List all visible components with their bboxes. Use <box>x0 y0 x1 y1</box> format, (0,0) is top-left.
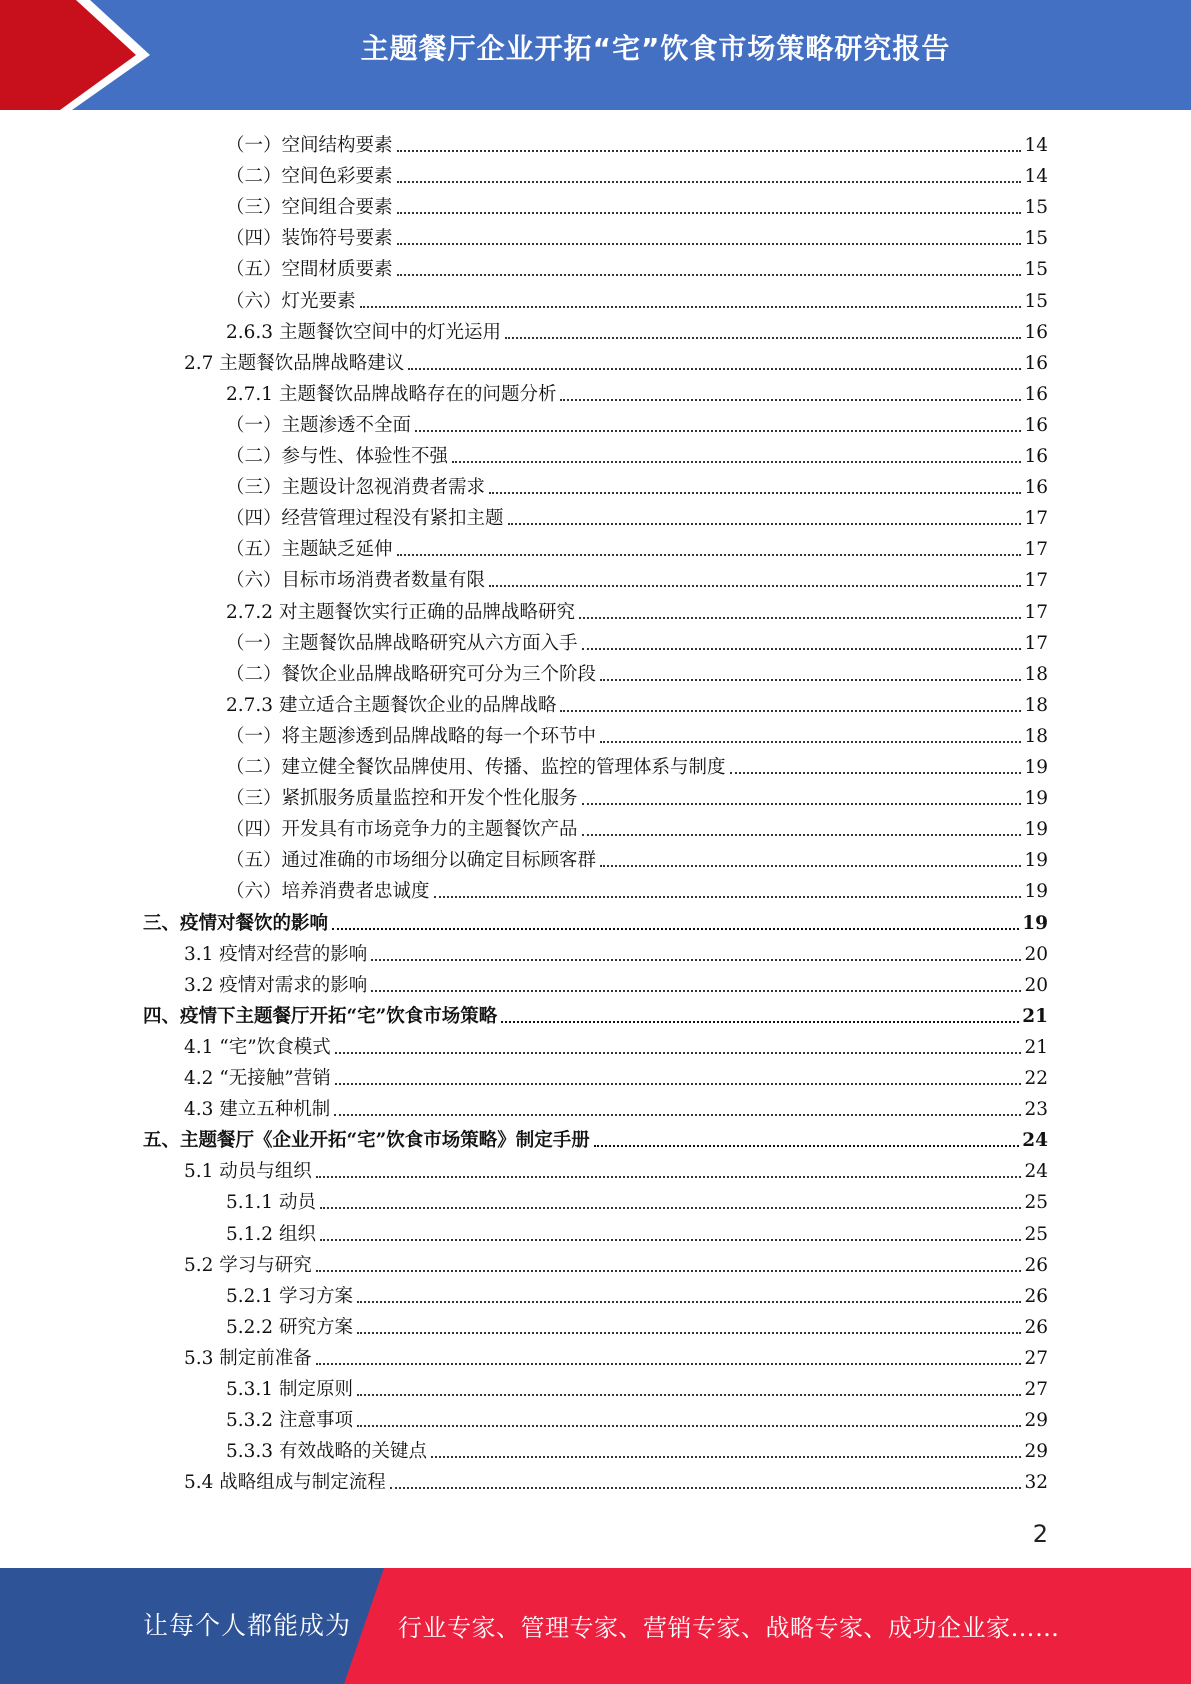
toc-entry-page: 25 <box>1024 1192 1048 1213</box>
toc-entry-title: 5.1.2 组织 <box>226 1224 316 1245</box>
toc-entry[interactable] <box>226 656 1048 686</box>
toc-entry[interactable] <box>184 1340 1048 1370</box>
toc-entry[interactable] <box>226 314 1048 344</box>
toc-leader-dots <box>357 1394 1022 1396</box>
toc-entry-page: 27 <box>1024 1348 1048 1369</box>
toc-entry-page: 21 <box>1022 1006 1048 1027</box>
toc-entry[interactable] <box>226 718 1048 748</box>
toc-entry[interactable] <box>226 469 1048 499</box>
toc-entry-title: （三）主题设计忽视消费者需求 <box>226 477 486 498</box>
toc-entry[interactable] <box>226 251 1048 281</box>
toc-entry[interactable] <box>226 1371 1048 1401</box>
toc-entry[interactable] <box>226 158 1048 188</box>
toc-leader-dots <box>316 1270 1022 1272</box>
toc-entry[interactable] <box>226 531 1048 561</box>
toc-entry-page: 16 <box>1024 384 1048 405</box>
toc-leader-dots <box>316 1176 1022 1178</box>
toc-entry[interactable] <box>184 1060 1048 1090</box>
toc-leader-dots <box>501 1021 1019 1023</box>
toc-entry-title: 2.7.2 对主题餐饮实行正确的品牌战略研究 <box>226 602 575 623</box>
toc-entry-title: （五）空間材质要素 <box>226 259 393 280</box>
toc-entry[interactable] <box>226 842 1048 872</box>
toc-entry-title: （一）主题餐饮品牌战略研究从六方面入手 <box>226 633 578 654</box>
toc-entry-page: 15 <box>1024 291 1048 312</box>
toc-leader-dots <box>489 492 1021 494</box>
toc-leader-dots <box>335 1052 1022 1054</box>
toc-leader-dots <box>397 554 1022 556</box>
page-header <box>0 0 1191 110</box>
toc-leader-dots <box>316 1363 1022 1365</box>
toc-entry-title: （一）将主题渗透到品牌战略的每一个环节中 <box>226 726 597 747</box>
toc-entry[interactable] <box>184 1153 1048 1183</box>
toc-entry-title: （二）建立健全餐饮品牌使用、传播、监控的管理体系与制度 <box>226 757 726 778</box>
toc-entry-page: 15 <box>1024 259 1048 280</box>
toc-entry[interactable] <box>226 283 1048 313</box>
toc-entry-page: 15 <box>1024 197 1048 218</box>
toc-leader-dots <box>357 1332 1022 1334</box>
toc-entry[interactable] <box>226 780 1048 810</box>
toc-entry-title: 4.2 “无接触”营销 <box>184 1068 331 1089</box>
toc-entry[interactable] <box>226 1402 1048 1432</box>
toc-entry-title: （二）空间色彩要素 <box>226 166 393 187</box>
toc-entry-page: 18 <box>1024 726 1048 747</box>
footer-slogan: 让每个人都能成为 <box>143 1611 352 1640</box>
toc-leader-dots <box>320 1239 1022 1241</box>
toc-entry-title: （六）目标市场消费者数量有限 <box>226 570 486 591</box>
page-number: 2 <box>1032 1520 1048 1548</box>
toc-entry[interactable] <box>184 967 1048 997</box>
toc-entry[interactable] <box>226 127 1048 157</box>
toc-leader-dots <box>508 523 1022 525</box>
toc-leader-dots <box>434 896 1022 898</box>
toc-entry-title: 2.6.3 主题餐饮空间中的灯光运用 <box>226 322 501 343</box>
toc-entry[interactable] <box>184 936 1048 966</box>
toc-entry-title: （六）培养消费者忠诚度 <box>226 881 430 902</box>
toc-entry[interactable] <box>184 1247 1048 1277</box>
toc-entry-page: 16 <box>1024 477 1048 498</box>
toc-entry-page: 20 <box>1024 975 1048 996</box>
toc-entry-title: 5.2.2 研究方案 <box>226 1317 353 1338</box>
toc-entry-title: 5.3.3 有效战略的关键点 <box>226 1441 427 1462</box>
toc-leader-dots <box>579 617 1021 619</box>
toc-entry-page: 19 <box>1022 913 1048 934</box>
toc-entry[interactable] <box>226 438 1048 468</box>
toc-entry[interactable] <box>184 1464 1048 1494</box>
toc-leader-dots <box>371 959 1021 961</box>
toc-entry-title: 2.7.3 建立适合主题餐饮企业的品牌战略 <box>226 695 557 716</box>
toc-leader-dots <box>357 1425 1022 1427</box>
toc-entry-page: 19 <box>1024 757 1048 778</box>
toc-leader-dots <box>489 585 1021 587</box>
toc-leader-dots <box>415 430 1021 432</box>
toc-entry-title: （五）主题缺乏延伸 <box>226 539 393 560</box>
toc-entry-title: （五）通过准确的市场细分以确定目标顾客群 <box>226 850 597 871</box>
toc-entry-title: 3.2 疫情对需求的影响 <box>184 975 368 996</box>
toc-entry-page: 14 <box>1024 166 1048 187</box>
toc-leader-dots <box>357 1301 1022 1303</box>
toc-entry-page: 23 <box>1024 1099 1048 1120</box>
toc-entry-page: 18 <box>1024 664 1048 685</box>
toc-entry[interactable] <box>226 376 1048 406</box>
toc-leader-dots <box>600 679 1021 681</box>
toc-entry[interactable] <box>226 1278 1048 1308</box>
toc-leader-dots <box>397 181 1022 183</box>
toc-entry-title: （三）紧抓服务质量监控和开发个性化服务 <box>226 788 578 809</box>
toc-entry[interactable] <box>184 1091 1048 1121</box>
toc-entry[interactable] <box>143 905 1048 935</box>
toc-entry-page: 17 <box>1024 508 1048 529</box>
toc-entry[interactable] <box>226 811 1048 841</box>
toc-leader-dots <box>560 399 1021 401</box>
toc-entry-title: 4.1 “宅”饮食模式 <box>184 1037 331 1058</box>
toc-entry-title: （三）空间组合要素 <box>226 197 393 218</box>
toc-entry[interactable] <box>226 220 1048 250</box>
toc-entry-title: 2.7 主题餐饮品牌战略建议 <box>184 353 405 374</box>
toc-leader-dots <box>600 865 1021 867</box>
toc-entry-title: 5.3.2 注意事项 <box>226 1410 353 1431</box>
footer-tagline: 行业专家、管理专家、营销专家、战略专家、成功企业家…… <box>398 1614 1060 1642</box>
toc-entry-page: 18 <box>1024 695 1048 716</box>
toc-entry-page: 27 <box>1024 1379 1048 1400</box>
toc-entry[interactable] <box>226 749 1048 779</box>
toc-leader-dots <box>408 368 1021 370</box>
toc-leader-dots <box>335 1083 1022 1085</box>
toc-leader-dots <box>582 648 1022 650</box>
toc-entry-page: 14 <box>1024 135 1048 156</box>
toc-entry-title: 三、疫情对餐饮的影响 <box>143 913 329 934</box>
toc-leader-dots <box>594 1145 1019 1147</box>
toc-leader-dots <box>390 1487 1022 1489</box>
toc-entry-page: 17 <box>1024 570 1048 591</box>
toc-leader-dots <box>360 306 1022 308</box>
toc-leader-dots <box>452 461 1021 463</box>
toc-entry[interactable] <box>226 407 1048 437</box>
toc-entry-title: （四）经营管理过程没有紧扣主题 <box>226 508 504 529</box>
toc-entry[interactable] <box>226 1309 1048 1339</box>
toc-entry-title: （一）主题渗透不全面 <box>226 415 412 436</box>
toc-leader-dots <box>582 834 1022 836</box>
toc-entry-page: 21 <box>1024 1037 1048 1058</box>
toc-entry[interactable] <box>226 687 1048 717</box>
toc-entry[interactable] <box>226 189 1048 219</box>
toc-leader-dots <box>431 1456 1021 1458</box>
toc-entry[interactable] <box>184 1029 1048 1059</box>
toc-entry[interactable] <box>226 1184 1048 1214</box>
toc-entry-title: 5.1.1 动员 <box>226 1192 316 1213</box>
toc-entry[interactable] <box>226 500 1048 530</box>
toc-leader-dots <box>371 990 1021 992</box>
toc-entry-page: 15 <box>1024 228 1048 249</box>
toc-leader-dots <box>320 1207 1022 1209</box>
toc-entry-title: 5.1 动员与组织 <box>184 1161 312 1182</box>
toc-entry[interactable] <box>226 873 1048 903</box>
toc-leader-dots <box>397 274 1022 276</box>
toc-entry-page: 19 <box>1024 850 1048 871</box>
toc-leader-dots <box>582 803 1022 805</box>
toc-leader-dots <box>397 150 1022 152</box>
toc-entry-page: 24 <box>1024 1161 1048 1182</box>
toc-leader-dots <box>730 772 1022 774</box>
toc-entry[interactable] <box>226 1216 1048 1246</box>
toc-leader-dots <box>560 710 1021 712</box>
toc-entry-page: 20 <box>1024 944 1048 965</box>
toc-entry-page: 26 <box>1024 1286 1048 1307</box>
toc-entry-title: 5.4 战略组成与制定流程 <box>184 1472 386 1493</box>
toc-entry-page: 17 <box>1024 539 1048 560</box>
toc-entry-page: 26 <box>1024 1317 1048 1338</box>
toc-entry[interactable] <box>226 594 1048 624</box>
toc-entry-title: 5.2.1 学习方案 <box>226 1286 353 1307</box>
toc-entry-page: 32 <box>1024 1472 1048 1493</box>
toc-leader-dots <box>397 243 1022 245</box>
toc-entry-title: 2.7.1 主题餐饮品牌战略存在的问题分析 <box>226 384 557 405</box>
toc-entry-title: （六）灯光要素 <box>226 291 356 312</box>
toc-entry-title: 四、疫情下主题餐厅开拓“宅”饮食市场策略 <box>143 1006 498 1027</box>
toc-leader-dots <box>505 337 1021 339</box>
toc-entry-page: 24 <box>1022 1130 1048 1151</box>
toc-entry[interactable] <box>226 625 1048 655</box>
toc-entry-title: （一）空间结构要素 <box>226 135 393 156</box>
toc-entry-title: 5.3.1 制定原则 <box>226 1379 353 1400</box>
toc-entry[interactable] <box>143 998 1048 1028</box>
toc-entry-page: 17 <box>1024 602 1048 623</box>
toc-entry[interactable] <box>226 1433 1048 1463</box>
toc-entry-page: 16 <box>1024 415 1048 436</box>
toc-leader-dots <box>600 741 1021 743</box>
toc-leader-dots <box>397 212 1022 214</box>
toc-entry-page: 25 <box>1024 1224 1048 1245</box>
toc-entry-page: 26 <box>1024 1255 1048 1276</box>
toc-entry-page: 16 <box>1024 353 1048 374</box>
toc-entry-title: 4.3 建立五种机制 <box>184 1099 331 1120</box>
toc-entry-title: 5.3 制定前准备 <box>184 1348 312 1369</box>
toc-entry-page: 17 <box>1024 633 1048 654</box>
toc-entry-page: 16 <box>1024 322 1048 343</box>
toc-entry-page: 19 <box>1024 819 1048 840</box>
toc-entry-page: 19 <box>1024 881 1048 902</box>
toc-entry-page: 29 <box>1024 1410 1048 1431</box>
toc-entry-page: 16 <box>1024 446 1048 467</box>
toc-leader-dots <box>334 1114 1021 1116</box>
toc-leader-dots <box>332 928 1019 930</box>
toc-entry-title: （四）开发具有市场竞争力的主题餐饮产品 <box>226 819 578 840</box>
toc-entry-title: （二）参与性、体验性不强 <box>226 446 449 467</box>
toc-entry-page: 29 <box>1024 1441 1048 1462</box>
toc-entry-title: 3.1 疫情对经营的影响 <box>184 944 368 965</box>
toc-entry-title: 五、主题餐厅《企业开拓“宅”饮食市场策略》制定手册 <box>143 1130 590 1151</box>
toc-entry[interactable] <box>143 1122 1048 1152</box>
toc-entry[interactable] <box>226 562 1048 592</box>
toc-entry-title: （二）餐饮企业品牌战略研究可分为三个阶段 <box>226 664 597 685</box>
toc-entry[interactable] <box>184 345 1048 375</box>
document-title: 主题餐厅企业开拓“宅”饮食市场策略研究报告 <box>360 32 951 65</box>
page-footer <box>0 1568 1191 1684</box>
toc-entry-page: 22 <box>1024 1068 1048 1089</box>
toc-entry-title: 5.2 学习与研究 <box>184 1255 312 1276</box>
toc-entry-title: （四）装饰符号要素 <box>226 228 393 249</box>
toc-entry-page: 19 <box>1024 788 1048 809</box>
